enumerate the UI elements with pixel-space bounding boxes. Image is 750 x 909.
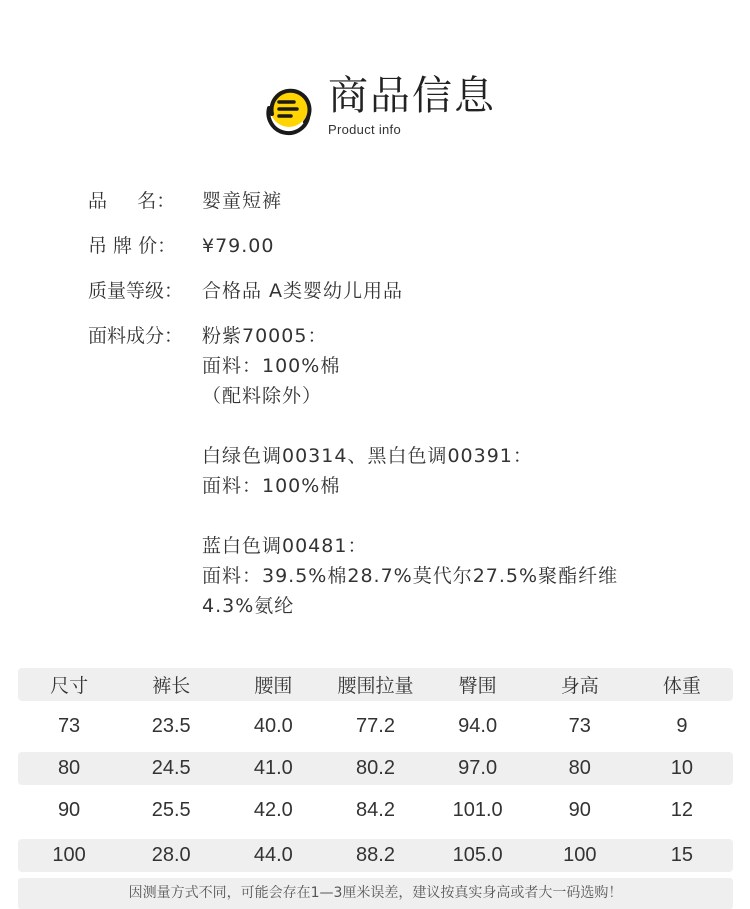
table-header-row xyxy=(18,668,733,701)
table-cell: 80 xyxy=(57,757,81,779)
table-row xyxy=(18,752,733,785)
grade-label: 质量等级： xyxy=(88,280,184,302)
composition-value xyxy=(202,321,618,621)
header-size: 尺寸 xyxy=(50,675,89,697)
table-cell: 90 xyxy=(568,799,591,821)
composition-line: 面料：100%棉 xyxy=(202,475,341,497)
table-cell: 40.0 xyxy=(253,715,293,737)
composition-line: 粉紫70005： xyxy=(202,325,328,347)
table-cell: 77.2 xyxy=(356,715,395,737)
table-cell: 80.2 xyxy=(356,757,395,779)
measurement-note: 因测量方式不同，可能会存在1—3厘米误差，建议按真实身高或者大一码选购！ xyxy=(18,878,733,909)
table-cell: 97.0 xyxy=(458,757,498,779)
table-cell: 90 xyxy=(57,799,81,821)
info-row-name xyxy=(88,186,618,216)
composition-label: 面料成分： xyxy=(88,325,184,347)
table-cell: 41.0 xyxy=(253,757,293,779)
table-cell: 12 xyxy=(670,799,694,821)
table-cell: 73 xyxy=(568,715,591,737)
section-title: 商品信息 xyxy=(328,73,496,119)
composition-line: 白绿色调00314、黑白色调00391： xyxy=(202,445,533,467)
table-cell: 88.2 xyxy=(356,844,395,866)
header-weight: 体重 xyxy=(662,675,701,697)
info-row-grade xyxy=(88,276,618,306)
name-value: 婴童短裤 xyxy=(202,190,283,212)
composition-line: 4.3%氨纶 xyxy=(202,595,295,617)
grade-value: 合格品 A类婴幼儿用品 xyxy=(202,280,404,302)
table-row xyxy=(18,839,733,872)
table-cell: 9 xyxy=(676,715,688,737)
composition-line: 面料：100%棉 xyxy=(202,355,341,377)
size-table xyxy=(18,668,733,909)
table-cell: 80 xyxy=(568,757,591,779)
info-row-price xyxy=(88,231,618,261)
composition-group xyxy=(202,441,618,501)
table-cell: 15 xyxy=(670,844,694,866)
table-cell: 73 xyxy=(57,715,81,737)
composition-line: 蓝白色调00481： xyxy=(202,535,368,557)
header-waist-stretch: 腰围拉量 xyxy=(337,675,414,697)
composition-group xyxy=(202,321,618,411)
price-value: ¥79.00 xyxy=(202,235,275,257)
header-height: 身高 xyxy=(560,675,599,697)
table-cell: 105.0 xyxy=(452,844,503,866)
table-cell: 94.0 xyxy=(458,715,498,737)
price-label: 吊 牌 价： xyxy=(88,235,177,257)
composition-line: 面料：39.5%棉28.7%莫代尔27.5%聚酯纤维 xyxy=(202,565,619,587)
table-cell: 42.0 xyxy=(253,799,293,821)
product-info xyxy=(88,186,618,636)
name-label: 品 名： xyxy=(88,190,176,212)
header-pants-length: 裤长 xyxy=(152,675,191,697)
table-cell: 10 xyxy=(670,757,694,779)
table-cell: 28.0 xyxy=(151,844,191,866)
composition-group xyxy=(202,531,618,621)
table-cell: 100 xyxy=(52,844,86,866)
section-header xyxy=(264,72,496,137)
header-waist: 腰围 xyxy=(254,675,293,697)
table-cell: 84.2 xyxy=(356,799,395,821)
table-cell: 24.5 xyxy=(151,757,191,779)
table-row xyxy=(18,710,733,743)
composition-line: （配料除外） xyxy=(202,385,323,407)
table-cell: 23.5 xyxy=(151,715,191,737)
table-row xyxy=(18,794,733,827)
table-cell: 101.0 xyxy=(452,799,503,821)
table-cell: 25.5 xyxy=(151,799,191,821)
table-cell: 100 xyxy=(563,844,597,866)
section-subtitle: Product info xyxy=(328,122,401,137)
info-row-composition xyxy=(88,321,618,621)
table-cell: 44.0 xyxy=(253,844,293,866)
header-hip: 臀围 xyxy=(458,675,497,697)
list-document-icon xyxy=(264,84,314,136)
